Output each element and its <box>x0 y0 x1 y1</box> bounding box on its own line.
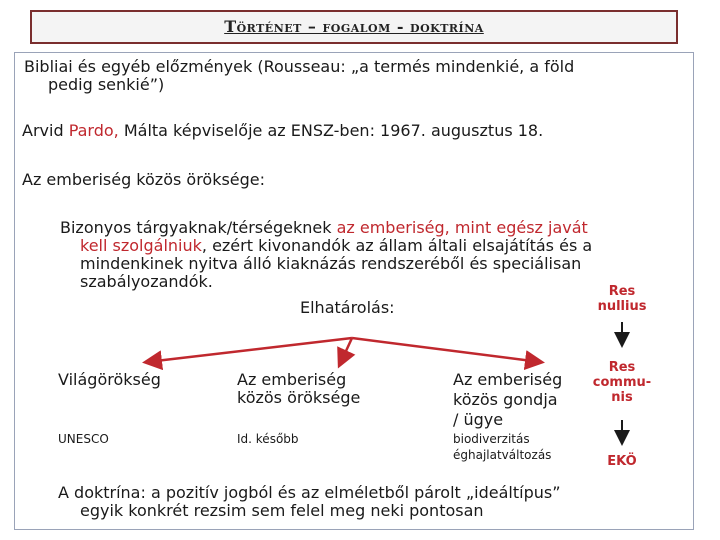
res-communis-2: commu- <box>592 375 652 390</box>
category-2-note: Id. később <box>237 432 299 446</box>
arvid-line <box>22 121 543 140</box>
category-2-label-1: Az emberiség <box>237 370 347 389</box>
slide-title: Történet – fogalom - doktrína <box>224 17 484 36</box>
biblical-line-2: pedig senkié”) <box>48 75 165 94</box>
arvid-post: Málta képviselője az ENSZ-ben: 1967. augusztus 18. <box>118 121 544 140</box>
res-communis-1: Res <box>608 360 636 375</box>
para-line-4: szabályozandók. <box>80 272 213 291</box>
res-nullius-2: nullius <box>597 299 647 314</box>
category-1-label: Világörökség <box>58 370 161 389</box>
arvid-pre: Arvid <box>22 121 69 140</box>
para-line-3: mindenkinek nyitva álló kiaknázás rendszeréből és speciálisan <box>80 254 582 273</box>
biblical-line-1: Bibliai és egyéb előzmények (Rousseau: „a termés mindenkié, a föld <box>24 57 575 76</box>
para-1a: Bizonyos tárgyaknak/térségeknek <box>60 218 337 237</box>
para-1b: az emberiség, mint egész javát <box>336 218 588 237</box>
arvid-name: Pardo, <box>68 121 119 140</box>
res-nullius-1: Res <box>608 284 636 299</box>
category-3-label-3: / ügye <box>453 410 504 429</box>
title-box <box>30 10 678 44</box>
category-2-label-2: közös öröksége <box>237 388 361 407</box>
para-line-1 <box>60 218 588 237</box>
category-3-note-1: biodiverzitás <box>453 432 530 446</box>
delimitation-label: Elhatárolás: <box>300 298 395 317</box>
heritage-heading: Az emberiség közös öröksége: <box>22 170 266 189</box>
res-eko: EKÖ <box>607 454 637 469</box>
res-communis <box>588 360 656 405</box>
category-1-note: UNESCO <box>58 432 109 446</box>
category-3-label-2: közös gondja <box>453 390 558 409</box>
res-nullius <box>590 284 654 314</box>
para-2b: , ezért kivonandók az állam általi elsajátítás és a <box>201 236 593 255</box>
doctrine-line-1: A doktrína: a pozitív jogból és az elméletből párolt „ideáltípus” <box>58 483 561 502</box>
res-communis-3: nis <box>611 390 633 405</box>
category-3-label-1: Az emberiség <box>453 370 563 389</box>
para-2a: kell szolgálniuk <box>80 236 202 255</box>
para-line-2 <box>80 236 592 255</box>
doctrine-line-2: egyik konkrét rezsim sem felel meg neki pontosan <box>80 501 484 520</box>
category-3-note-2: éghajlatváltozás <box>453 448 552 462</box>
